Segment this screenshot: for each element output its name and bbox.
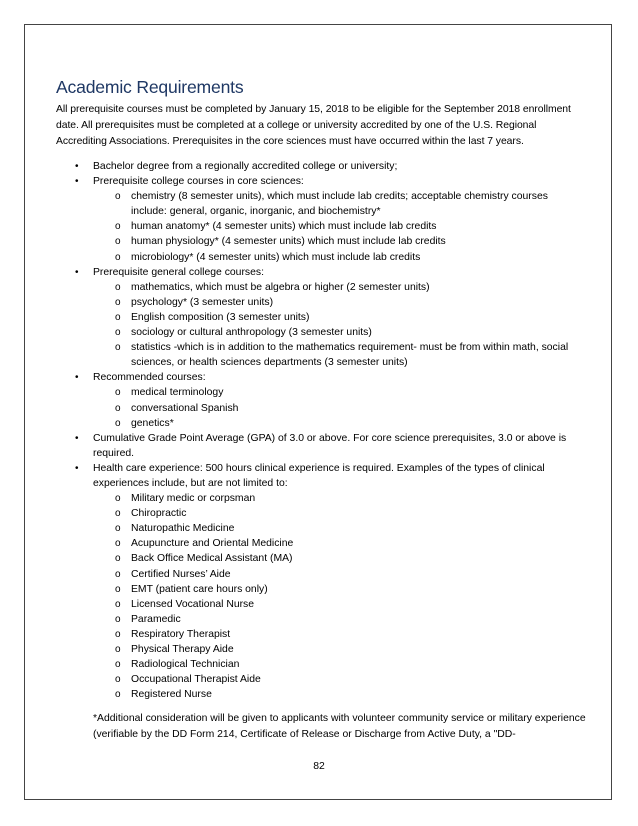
bullet-icon: •: [75, 266, 79, 278]
sub-requirement-text: Respiratory Therapist: [131, 628, 231, 640]
sub-bullet-icon: o: [115, 644, 121, 655]
bullet-icon: •: [75, 462, 79, 474]
sub-bullet-icon: o: [115, 493, 121, 505]
sub-requirement-item: [93, 325, 586, 340]
page-number: 82: [313, 761, 325, 772]
sub-requirement-text: Registered Nurse: [131, 689, 212, 701]
sub-requirement-item: [93, 416, 586, 431]
sub-bullet-icon: o: [115, 568, 121, 580]
intro-paragraph: All prerequisite courses must be completed by January 15, 2018 to be eligible for the September 2018 enrollment date. All prerequisites must be completed at a college or university accredited by one of the U.S. Regional Accrediting Associations. Prerequisites in the core sciences must have occurred within the last 7 years.: [56, 104, 571, 147]
sub-bullet-icon: o: [115, 236, 121, 248]
sub-bullet-icon: o: [115, 598, 121, 610]
sub-bullet-icon: o: [115, 538, 121, 550]
requirement-text: Recommended courses:: [93, 372, 206, 384]
sub-bullet-icon: o: [115, 281, 121, 293]
sub-requirement-text: genetics*: [131, 417, 174, 429]
sub-requirement-item: [93, 340, 586, 370]
sub-bullet-icon: o: [115, 387, 121, 399]
sub-bullet-icon: o: [115, 508, 121, 520]
sub-bullet-icon: o: [115, 311, 121, 323]
sub-requirement-item: [93, 567, 586, 582]
sub-requirement-list: [93, 491, 586, 702]
sub-bullet-icon: o: [115, 583, 121, 595]
sub-requirement-text: Chiropractic: [131, 508, 187, 520]
sub-bullet-icon: o: [115, 191, 121, 203]
sub-requirement-item: [93, 657, 586, 672]
sub-requirement-text: Back Office Medical Assistant (MA): [131, 553, 293, 565]
sub-bullet-icon: o: [115, 674, 121, 686]
sub-requirement-item: [93, 521, 586, 536]
sub-requirement-item: [93, 310, 586, 325]
requirement-item: [56, 174, 586, 265]
requirement-text: Health care experience: 500 hours clinical experience is required. Examples of the types of clinical experiences include, but are not limited to:: [93, 462, 545, 489]
sub-requirement-text: Physical Therapy Aide: [131, 644, 234, 655]
sub-requirement-item: [93, 582, 586, 597]
sub-requirement-text: Radiological Technician: [131, 659, 240, 671]
sub-requirement-item: [93, 612, 586, 627]
sub-requirement-item: [93, 385, 586, 400]
sub-requirement-text: mathematics, which must be algebra or higher (2 semester units): [131, 281, 430, 293]
sub-requirement-item: [93, 219, 586, 234]
sub-requirement-item: [93, 687, 586, 702]
requirement-item: [56, 265, 586, 371]
sub-bullet-icon: o: [115, 553, 121, 565]
sub-requirement-item: [93, 250, 586, 265]
sub-bullet-icon: o: [115, 628, 121, 640]
sub-requirement-text: EMT (patient care hours only): [131, 583, 268, 595]
sub-requirement-text: Paramedic: [131, 613, 181, 625]
requirement-text: Prerequisite college courses in core sciences:: [93, 176, 304, 188]
requirement-item: [56, 461, 586, 703]
sub-requirement-list: [93, 385, 586, 430]
bullet-icon: •: [75, 372, 79, 384]
sub-requirement-item: [93, 491, 586, 506]
sub-requirement-text: psychology* (3 semester units): [131, 296, 274, 308]
sub-requirement-text: conversational Spanish: [131, 402, 239, 414]
footnote-paragraph: *Additional consideration will be given to applicants with volunteer community service or military experience (verifiable by the DD Form 214, Certificate of Release or Discharge from Active Duty, a "DD-: [93, 713, 586, 741]
sub-requirement-item: [93, 536, 586, 551]
sub-requirement-text: statistics -which is in addition to the mathematics requirement- must be from within math, social sciences, or health sciences departments (3 semester units): [131, 342, 569, 369]
sub-bullet-icon: o: [115, 523, 121, 535]
bullet-icon: •: [75, 161, 79, 172]
sub-requirement-text: Occupational Therapist Aide: [131, 674, 261, 686]
sub-requirement-item: [93, 597, 586, 612]
sub-requirement-text: microbiology* (4 semester units) which must include lab credits: [131, 251, 421, 263]
sub-requirement-item: [93, 672, 586, 687]
sub-requirement-list: [93, 189, 586, 264]
sub-requirement-item: [93, 189, 586, 219]
bullet-icon: •: [75, 176, 79, 188]
sub-requirement-text: Certified Nurses’ Aide: [131, 568, 231, 580]
sub-requirement-item: [93, 551, 586, 566]
requirement-item: [56, 159, 586, 174]
requirement-text: Bachelor degree from a regionally accredited college or university;: [93, 161, 398, 172]
sub-bullet-icon: o: [115, 613, 121, 625]
sub-requirement-item: [93, 234, 586, 249]
sub-bullet-icon: o: [115, 251, 121, 263]
sub-requirement-text: sociology or cultural anthropology (3 semester units): [131, 327, 372, 339]
sub-requirement-text: Acupuncture and Oriental Medicine: [131, 538, 294, 550]
requirement-item: [56, 370, 586, 430]
sub-requirement-list: [93, 280, 586, 371]
sub-requirement-item: [93, 506, 586, 521]
sub-requirement-text: chemistry (8 semester units), which must include lab credits; acceptable chemistry courses include: general, organic, inorganic, and biochemistry*: [131, 191, 548, 218]
sub-bullet-icon: o: [115, 342, 121, 354]
sub-requirement-item: [93, 642, 586, 657]
sub-requirement-text: Military medic or corpsman: [131, 493, 256, 505]
sub-requirement-text: human physiology* (4 semester units) which must include lab credits: [131, 236, 446, 248]
requirement-text: Cumulative Grade Point Average (GPA) of 3.0 or above. For core science prerequisites, 3.0 or above is required.: [93, 432, 567, 459]
sub-requirement-text: Naturopathic Medicine: [131, 523, 235, 535]
sub-bullet-icon: o: [115, 296, 121, 308]
sub-bullet-icon: o: [115, 659, 121, 671]
bullet-icon: •: [75, 432, 79, 444]
sub-requirement-item: [93, 280, 586, 295]
sub-requirement-text: English composition (3 semester units): [131, 311, 310, 323]
sub-requirement-text: medical terminology: [131, 387, 224, 399]
sub-bullet-icon: o: [115, 417, 121, 429]
requirements-list: [56, 159, 586, 702]
sub-requirement-item: [93, 295, 586, 310]
sub-requirement-text: Licensed Vocational Nurse: [131, 598, 255, 610]
sub-bullet-icon: o: [115, 402, 121, 414]
requirement-item: [56, 431, 586, 461]
sub-bullet-icon: o: [115, 689, 121, 701]
document-body: [56, 76, 586, 743]
section-heading: Academic Requirements: [56, 77, 244, 97]
requirement-text: Prerequisite general college courses:: [93, 266, 264, 278]
sub-requirement-item: [93, 401, 586, 416]
sub-bullet-icon: o: [115, 221, 121, 233]
sub-requirement-item: [93, 627, 586, 642]
sub-bullet-icon: o: [115, 327, 121, 339]
sub-requirement-text: human anatomy* (4 semester units) which must include lab credits: [131, 221, 437, 233]
